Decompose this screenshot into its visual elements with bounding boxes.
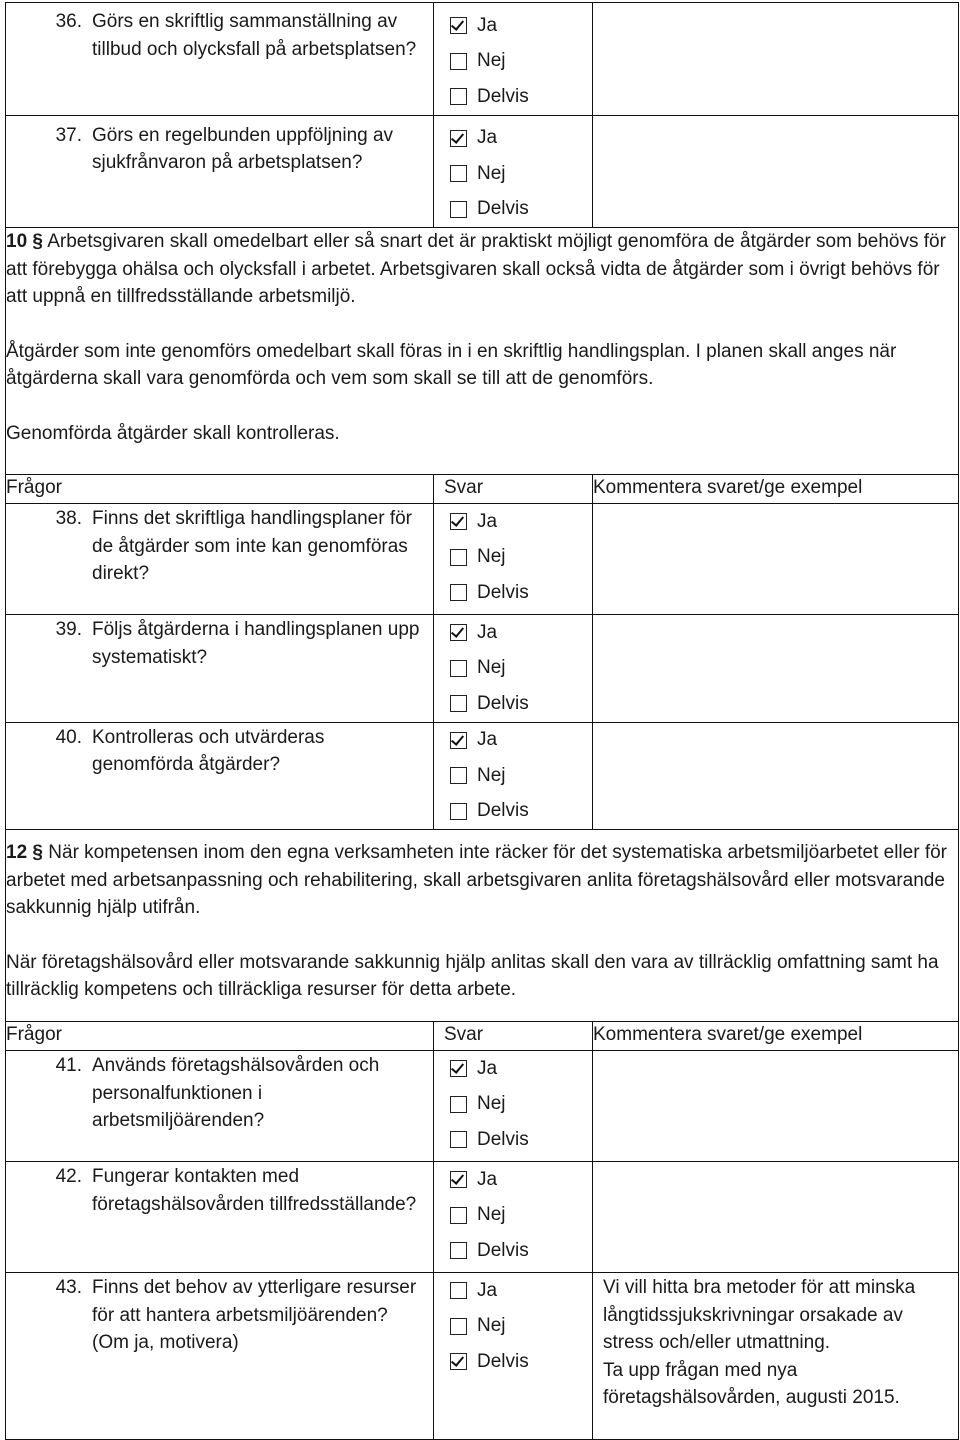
option-nej[interactable] xyxy=(450,758,592,794)
question-number: 38. xyxy=(55,508,82,529)
option-label: Delvis xyxy=(477,198,529,220)
comment-cell[interactable] xyxy=(593,1162,959,1273)
option-label: Delvis xyxy=(477,800,529,822)
option-label: Ja xyxy=(477,14,498,36)
option-label: Nej xyxy=(477,50,506,72)
answer-options xyxy=(434,1273,592,1380)
option-label: Ja xyxy=(477,1279,498,1301)
question-cell xyxy=(6,1051,434,1162)
checkbox-icon[interactable] xyxy=(450,1282,467,1299)
section-paragraph: Genomförda åtgärder skall kontrolleras. xyxy=(6,422,340,444)
question-number: 37. xyxy=(55,124,82,146)
option-label: Ja xyxy=(477,1057,498,1079)
checkbox-icon[interactable] xyxy=(450,201,467,218)
option-label: Delvis xyxy=(477,1239,529,1261)
answer-options xyxy=(434,723,592,830)
checkbox-icon[interactable] xyxy=(450,767,467,784)
answer-options xyxy=(434,1162,592,1269)
option-label: Nej xyxy=(477,1093,506,1115)
law-section-10 xyxy=(6,228,959,475)
comment-cell[interactable] xyxy=(593,722,959,830)
questionnaire-table xyxy=(5,2,959,1440)
checkbox-icon[interactable] xyxy=(450,53,467,70)
question-text: Fungerar kontakten med företagshälsovården tillfredsställande? xyxy=(92,1166,417,1215)
question-cell xyxy=(6,722,434,830)
question-cell xyxy=(6,3,434,116)
option-label: Nej xyxy=(477,1204,506,1226)
comment-text xyxy=(593,723,958,729)
question-cell xyxy=(6,115,434,228)
checkbox-icon[interactable] xyxy=(450,584,467,601)
answer-cell xyxy=(434,1051,593,1162)
question-text: Används företagshälsovården och personalfunktionen i arbetsmiljöärenden? xyxy=(92,1055,380,1131)
question-row xyxy=(6,504,959,615)
option-label: Ja xyxy=(477,729,498,751)
question-text: Finns det skriftliga handlingsplaner för de åtgärder som inte kan genomföras direkt? xyxy=(92,508,413,584)
option-ja[interactable] xyxy=(450,1162,592,1198)
answer-cell xyxy=(434,504,593,615)
option-delvis[interactable] xyxy=(450,1233,592,1269)
question-text: Kontrolleras och utvärderas genomförda åtgärder? xyxy=(92,726,325,775)
answer-cell xyxy=(434,615,593,723)
answer-options xyxy=(434,504,592,611)
answer-cell xyxy=(434,1273,593,1440)
option-label: Ja xyxy=(477,510,498,532)
comment-cell[interactable] xyxy=(593,1273,959,1440)
question-number: 42. xyxy=(55,1166,82,1187)
checkbox-icon[interactable] xyxy=(450,1242,467,1259)
header-answer: Svar xyxy=(434,1022,593,1051)
answer-options xyxy=(434,3,592,115)
answer-cell xyxy=(434,3,593,116)
question-number: 41. xyxy=(55,1055,82,1076)
question-text: Följs åtgärderna i handlingsplanen upp systematiskt? xyxy=(92,619,420,668)
comment-text xyxy=(593,116,958,122)
option-label: Delvis xyxy=(477,1350,529,1372)
section-paragraph xyxy=(6,228,958,311)
option-label: Ja xyxy=(477,621,498,643)
option-ja[interactable] xyxy=(450,504,592,540)
checkbox-icon[interactable] xyxy=(450,1318,467,1335)
option-label: Nej xyxy=(477,657,506,679)
option-nej[interactable] xyxy=(450,651,592,687)
question-row xyxy=(6,1051,959,1162)
answer-options xyxy=(434,1051,592,1158)
option-delvis[interactable] xyxy=(450,79,592,115)
question-number: 39. xyxy=(55,619,82,640)
question-row xyxy=(6,1273,959,1440)
question-text: Görs en regelbunden uppföljning av sjukfrånvaron på arbetsplatsen? xyxy=(92,124,394,173)
checkbox-icon[interactable] xyxy=(450,1207,467,1224)
comment-cell[interactable] xyxy=(593,504,959,615)
comment-cell[interactable] xyxy=(593,3,959,116)
question-text: Finns det behov av ytterligare resurser för att hantera arbetsmiljöärenden? (Om ja, motivera) xyxy=(92,1277,417,1353)
checkbox-icon[interactable] xyxy=(450,732,467,749)
section-number: 10 xyxy=(6,231,28,252)
header-row xyxy=(6,1022,959,1051)
checkbox-icon[interactable] xyxy=(450,1060,467,1077)
question-row xyxy=(6,722,959,830)
law-section-row xyxy=(6,228,959,475)
option-delvis[interactable] xyxy=(450,575,592,611)
option-label: Delvis xyxy=(477,85,529,107)
comment-cell[interactable] xyxy=(593,615,959,723)
option-nej[interactable] xyxy=(450,1198,592,1234)
option-label: Ja xyxy=(477,127,498,149)
checkbox-icon[interactable] xyxy=(450,660,467,677)
comment-text: Vi vill hitta bra metoder för att minska långtidssjukskrivningar orsakade av stress och/eller utmattning. Ta upp frågan med nya företagshälsovården, augusti 2015. xyxy=(603,1277,916,1408)
option-delvis[interactable] xyxy=(450,1122,592,1158)
header-row xyxy=(6,475,959,504)
paragraph-symbol-icon: § xyxy=(32,231,43,252)
section-text: Arbetsgivaren skall omedelbart eller så snart det är praktiskt möjligt genomföra de åtgärder som behövs för att förebygga ohälsa och olycksfall i arbetet. Arbetsgivaren skall också vidta de åtgärder som i övrigt behövs för att uppnå en tillfredsställande arbetsmiljö. xyxy=(6,231,946,307)
question-cell xyxy=(6,615,434,723)
option-label: Delvis xyxy=(477,1128,529,1150)
option-ja[interactable] xyxy=(450,615,592,651)
checkbox-icon[interactable] xyxy=(450,513,467,530)
answer-options xyxy=(434,615,592,722)
option-label: Nej xyxy=(477,1315,506,1337)
option-label: Nej xyxy=(477,546,506,568)
section-paragraph: Åtgärder som inte genomförs omedelbart skall föras in i en skriftlig handlingsplan. I planen skall anges när åtgärderna skall vara genomförda och vem som skall se till att de genomförs. xyxy=(6,340,897,389)
question-row xyxy=(6,615,959,723)
question-row xyxy=(6,115,959,228)
header-comment: Kommentera svaret/ge exempel xyxy=(593,475,959,504)
comment-text xyxy=(593,3,958,9)
answer-cell xyxy=(434,115,593,228)
section-paragraph: När företagshälsovård eller motsvarande sakkunnig hjälp anlitas skall den vara av tillräcklig omfattning samt ha tillräcklig kompetens och tillräckliga resurser för detta arbete. xyxy=(6,951,939,1000)
checkbox-icon[interactable] xyxy=(450,1096,467,1113)
comment-text xyxy=(593,1162,958,1168)
question-cell xyxy=(6,504,434,615)
option-label: Nej xyxy=(477,764,506,786)
question-number: 36. xyxy=(55,11,82,32)
section-text: När kompetensen inom den egna verksamheten inte räcker för det systematiska arbetsmiljöarbetet eller för arbetet med arbetsanpassning och rehabilitering, skall arbetsgivaren anlita företagshälsovård eller motsvarande sakkunnig hjälp utifrån. xyxy=(6,842,947,918)
checkbox-icon[interactable] xyxy=(450,165,467,182)
answer-cell xyxy=(434,722,593,830)
question-row xyxy=(6,1162,959,1273)
comment-text xyxy=(593,1051,958,1057)
checkbox-icon[interactable] xyxy=(450,624,467,641)
checkbox-icon[interactable] xyxy=(450,88,467,105)
option-ja[interactable] xyxy=(450,723,592,759)
comment-cell[interactable] xyxy=(593,1051,959,1162)
option-nej[interactable] xyxy=(450,1309,592,1345)
option-nej[interactable] xyxy=(450,1087,592,1123)
question-text: Görs en skriftlig sammanställning av tillbud och olycksfall på arbetsplatsen? xyxy=(92,11,417,60)
answer-options xyxy=(434,116,592,228)
option-ja[interactable] xyxy=(450,8,592,44)
header-answer: Svar xyxy=(434,475,593,504)
law-section-row xyxy=(6,830,959,1022)
checkbox-icon[interactable] xyxy=(450,695,467,712)
checkbox-icon[interactable] xyxy=(450,1131,467,1148)
option-nej[interactable] xyxy=(450,156,592,192)
checkbox-icon[interactable] xyxy=(450,549,467,566)
option-ja[interactable] xyxy=(450,1273,592,1309)
question-cell xyxy=(6,1273,434,1440)
comment-cell[interactable] xyxy=(593,115,959,228)
question-row xyxy=(6,3,959,116)
option-delvis[interactable] xyxy=(450,192,592,228)
law-section-12 xyxy=(6,830,959,1022)
option-nej[interactable] xyxy=(450,44,592,80)
option-delvis[interactable] xyxy=(450,686,592,722)
comment-text xyxy=(593,504,958,510)
option-delvis[interactable] xyxy=(450,794,592,830)
option-label: Ja xyxy=(477,1168,498,1190)
header-questions: Frågor xyxy=(6,1022,434,1051)
question-number: 40. xyxy=(55,726,82,748)
checkbox-icon[interactable] xyxy=(450,1171,467,1188)
option-label: Nej xyxy=(477,162,506,184)
checkbox-icon[interactable] xyxy=(450,1353,467,1370)
section-paragraph xyxy=(6,839,958,922)
comment-text xyxy=(593,615,958,621)
checkbox-icon[interactable] xyxy=(450,130,467,147)
question-number: 43. xyxy=(55,1277,82,1298)
option-nej[interactable] xyxy=(450,540,592,576)
header-comment: Kommentera svaret/ge exempel xyxy=(593,1022,959,1051)
section-number: 12 xyxy=(6,842,28,863)
checkbox-icon[interactable] xyxy=(450,17,467,34)
checkbox-icon[interactable] xyxy=(450,803,467,820)
option-label: Delvis xyxy=(477,581,529,603)
answer-cell xyxy=(434,1162,593,1273)
option-ja[interactable] xyxy=(450,121,592,157)
paragraph-symbol-icon: § xyxy=(32,842,43,863)
question-cell xyxy=(6,1162,434,1273)
option-delvis[interactable] xyxy=(450,1344,592,1380)
option-label: Delvis xyxy=(477,692,529,714)
header-questions: Frågor xyxy=(6,475,434,504)
option-ja[interactable] xyxy=(450,1051,592,1087)
